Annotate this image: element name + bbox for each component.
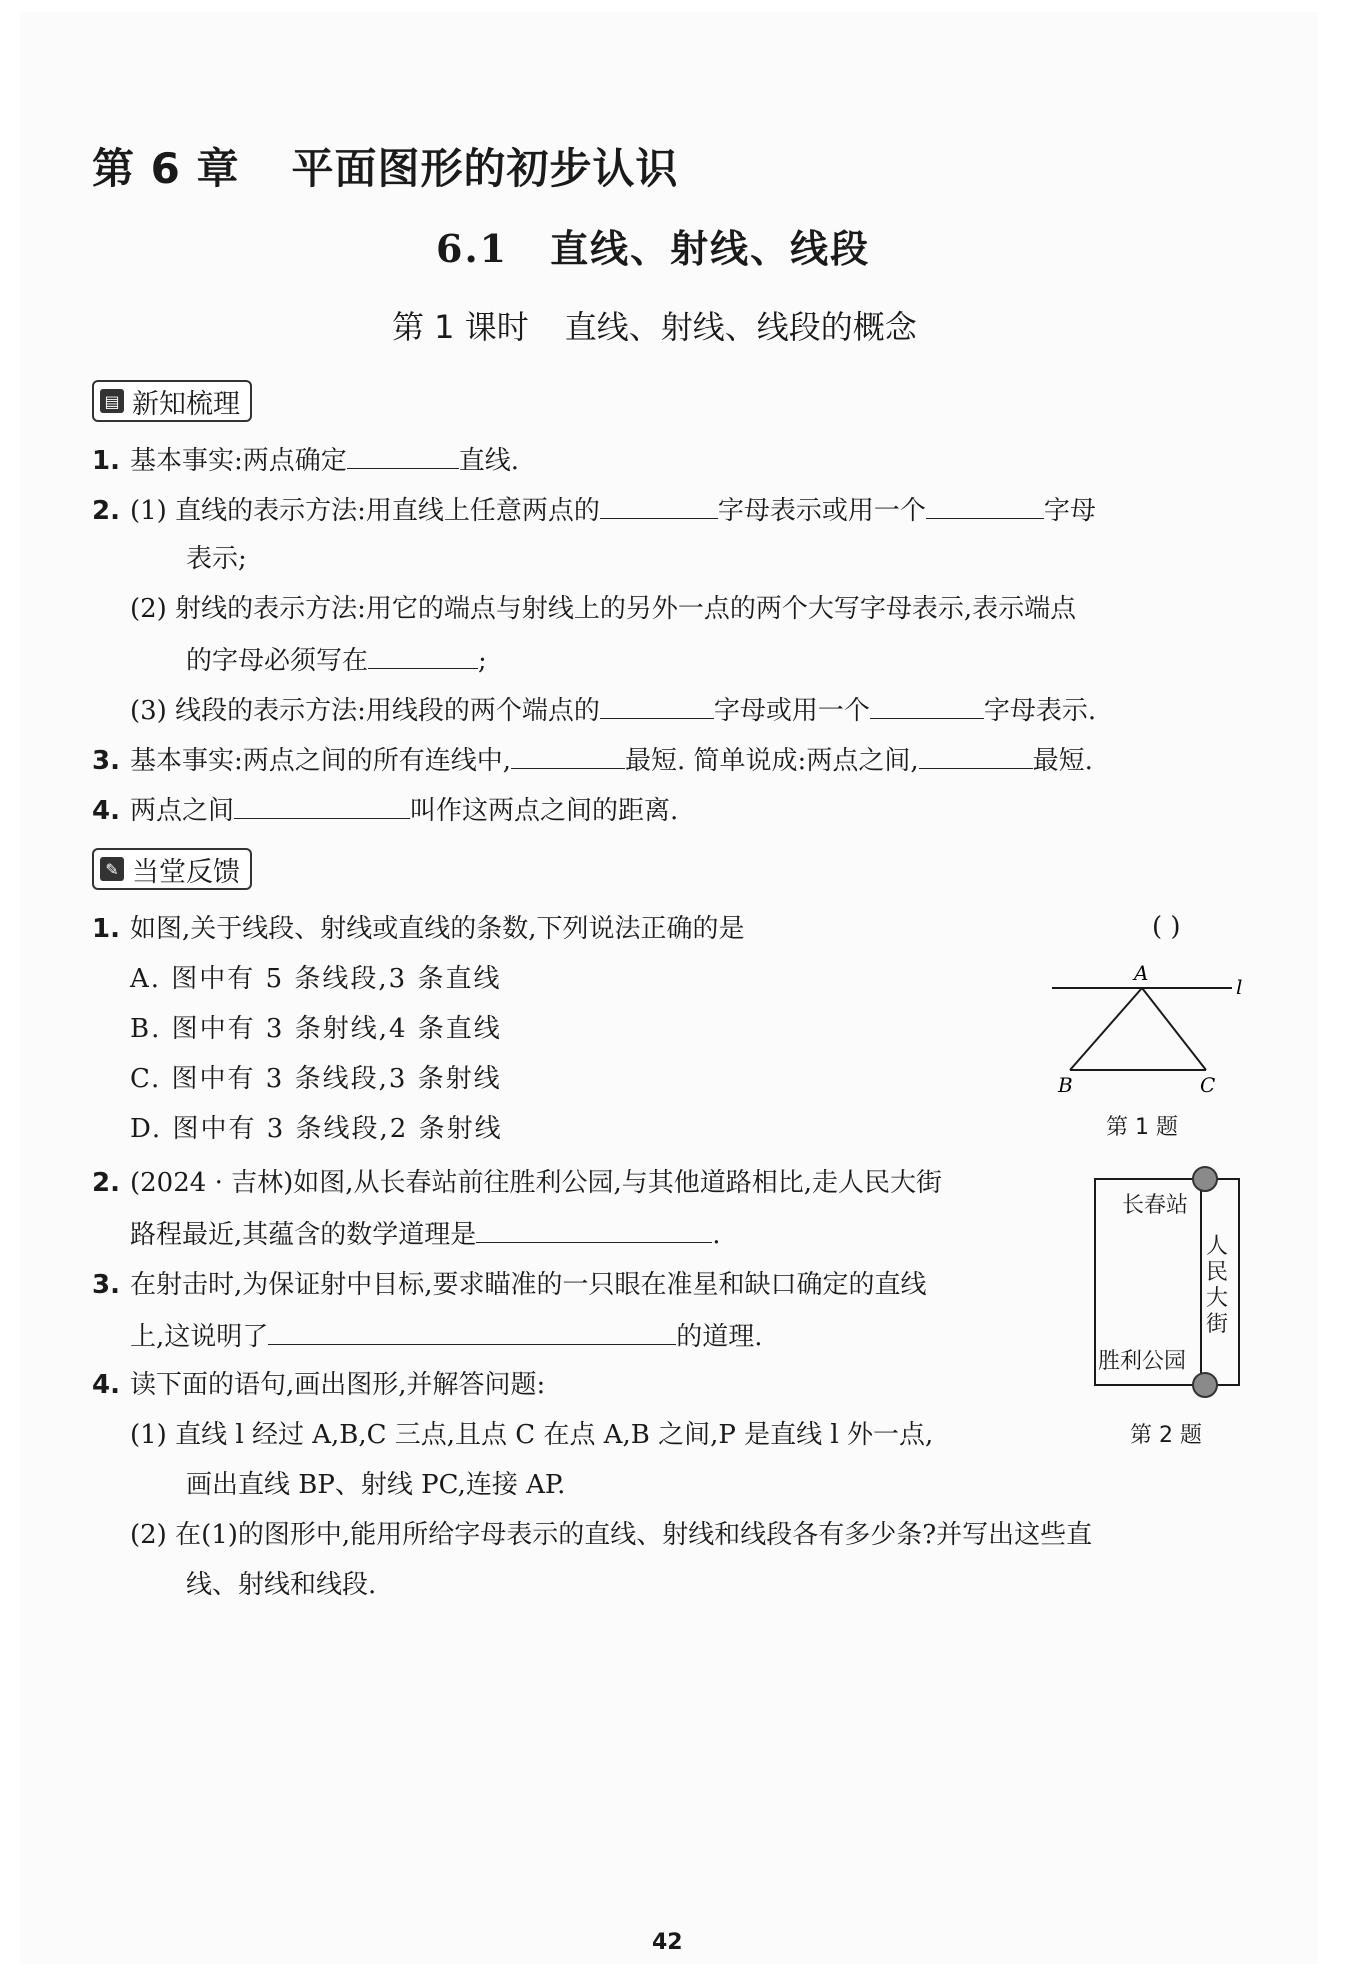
knowledge-q2-part3 [130, 692, 1096, 728]
lesson-heading [392, 302, 917, 348]
answer-blank[interactable] [368, 642, 478, 669]
question-text: 字母 [1043, 496, 1096, 526]
street-label [1206, 1234, 1230, 1338]
answer-blank[interactable] [600, 692, 714, 719]
answer-blank[interactable] [870, 692, 984, 719]
street-char: 大 [1206, 1286, 1229, 1311]
question-number: 3. [92, 1270, 120, 1300]
answer-blank[interactable] [926, 492, 1044, 519]
question-text: 的道理. [676, 1322, 763, 1352]
knowledge-q2-part2 [130, 592, 1076, 626]
station-label: 长春站 [1122, 1193, 1189, 1218]
feedback-q2-line1 [92, 1166, 942, 1200]
knowledge-q2-part1-cont [186, 542, 247, 576]
label-b: B [1058, 1073, 1073, 1097]
question-text: (2) 射线的表示方法:用它的端点与射线上的另外一点的两个大写字母表示,表示端点 [130, 594, 1077, 624]
knowledge-q1 [92, 442, 519, 478]
feedback-q4-stem [92, 1368, 545, 1402]
label-c: C [1200, 1073, 1216, 1097]
station-point [1192, 1166, 1218, 1192]
knowledge-q2-part2-cont [186, 642, 487, 678]
book-icon: ▤ [100, 389, 124, 413]
question-number: 1. [92, 446, 120, 476]
street-char: 人 [1206, 1234, 1229, 1259]
answer-blank[interactable] [268, 1318, 676, 1345]
figure-2-caption: 第 2 题 [1130, 1423, 1202, 1448]
question-number: 4. [92, 796, 120, 826]
chapter-heading [92, 136, 678, 196]
question-text: 如图,关于线段、射线或直线的条数,下列说法正确的是 [130, 914, 745, 944]
question-number: 2. [92, 496, 120, 526]
park-label: 胜利公园 [1098, 1349, 1187, 1374]
feedback-q1-stem [92, 912, 745, 946]
segment-ac [1142, 988, 1206, 1070]
option-c[interactable]: C. 图中有 3 条线段,3 条射线 [130, 1064, 502, 1094]
feedback-q4-part1-cont: 画出直线 BP、射线 PC,连接 AP. [186, 1470, 566, 1500]
feedback-q2-line2 [130, 1216, 721, 1252]
lesson-number: 第 1 课时 [392, 308, 529, 346]
knowledge-q3 [92, 742, 1093, 778]
knowledge-q2-part1 [92, 492, 1096, 528]
street-char: 街 [1206, 1312, 1229, 1337]
answer-blank[interactable] [476, 1216, 712, 1243]
section-number: 6.1 [436, 226, 509, 271]
question-text: 最短. 简单说成:两点之间, [625, 746, 919, 776]
question-text: 上,这说明了 [130, 1322, 269, 1352]
option-a[interactable]: A. 图中有 5 条线段,3 条直线 [130, 964, 502, 994]
label-a: A [1134, 961, 1149, 985]
feedback-q4-part2: (2) 在(1)的图形中,能用所给字母表示的直线、射线和线段各有多少条?并写出这些直 [130, 1520, 1093, 1550]
answer-blank[interactable] [234, 792, 410, 819]
question-text: (3) 线段的表示方法:用线段的两个端点的 [130, 696, 600, 726]
segment-ab [1070, 988, 1142, 1070]
question-text: 基本事实:两点确定 [130, 446, 347, 476]
question-text: 读下面的语句,画出图形,并解答问题: [130, 1370, 546, 1400]
question-text: 的字母必须写在 [186, 646, 369, 676]
pencil-icon: ✎ [100, 857, 124, 881]
answer-blank[interactable] [511, 742, 625, 769]
chapter-number: 第 6 章 [92, 144, 240, 193]
answer-blank[interactable] [600, 492, 718, 519]
lesson-title: 直线、射线、线段的概念 [564, 308, 917, 346]
street-char: 民 [1206, 1260, 1229, 1285]
knowledge-label-text: 新知梳理 [132, 388, 240, 420]
question-text: 表示; [186, 544, 247, 574]
question-text: 两点之间 [130, 796, 235, 826]
question-text: . [712, 1220, 721, 1250]
question-text: 叫作这两点之间的距离. [410, 796, 679, 826]
answer-blank[interactable] [919, 742, 1033, 769]
page-number: 42 [652, 1930, 683, 1955]
label-l: l [1236, 975, 1243, 999]
question-text: 最短. [1032, 746, 1093, 776]
question-text: 基本事实:两点之间的所有连线中, [130, 746, 512, 776]
section-heading [436, 218, 870, 273]
question-number: 4. [92, 1370, 120, 1400]
question-number: 2. [92, 1168, 120, 1198]
feedback-label-text: 当堂反馈 [132, 856, 240, 888]
answer-paren[interactable]: ( ) [1152, 912, 1181, 942]
feedback-q3-line1 [92, 1268, 927, 1302]
street-line [1200, 1180, 1202, 1384]
knowledge-q4 [92, 792, 678, 828]
question-text: 字母表示或用一个 [717, 496, 926, 526]
park-point [1192, 1372, 1218, 1398]
feedback-section-label [92, 848, 252, 890]
question-number: 3. [92, 746, 120, 776]
question-text: 字母表示. [983, 696, 1097, 726]
figure-2-map [1094, 1178, 1240, 1386]
question-text: 字母或用一个 [713, 696, 870, 726]
question-text: ; [478, 646, 487, 676]
feedback-q3-line2 [130, 1318, 763, 1354]
section-title: 直线、射线、线段 [550, 226, 871, 271]
question-text: 在射击时,为保证射中目标,要求瞄准的一只眼在准星和缺口确定的直线 [130, 1270, 927, 1300]
question-number: 1. [92, 914, 120, 944]
option-b[interactable]: B. 图中有 3 条射线,4 条直线 [130, 1014, 502, 1044]
answer-blank[interactable] [347, 442, 459, 469]
question-text: 路程最近,其蕴含的数学道理是 [130, 1220, 477, 1250]
chapter-title: 平面图形的初步认识 [291, 144, 679, 193]
option-d[interactable]: D. 图中有 3 条线段,2 条射线 [130, 1114, 503, 1144]
feedback-q4-part2-cont: 线、射线和线段. [186, 1570, 377, 1600]
question-text: (1) 直线的表示方法:用直线上任意两点的 [130, 496, 600, 526]
figure-1-caption: 第 1 题 [1106, 1115, 1178, 1140]
knowledge-section-label [92, 380, 252, 422]
figure-1-triangle [1040, 958, 1250, 1098]
feedback-q4-part1: (1) 直线 l 经过 A,B,C 三点,且点 C 在点 A,B 之间,P 是直线 l 外一点, [130, 1420, 934, 1450]
question-text: (2024 · 吉林)如图,从长春站前往胜利公园,与其他道路相比,走人民大街 [130, 1168, 943, 1198]
question-text: 直线. [458, 446, 520, 476]
